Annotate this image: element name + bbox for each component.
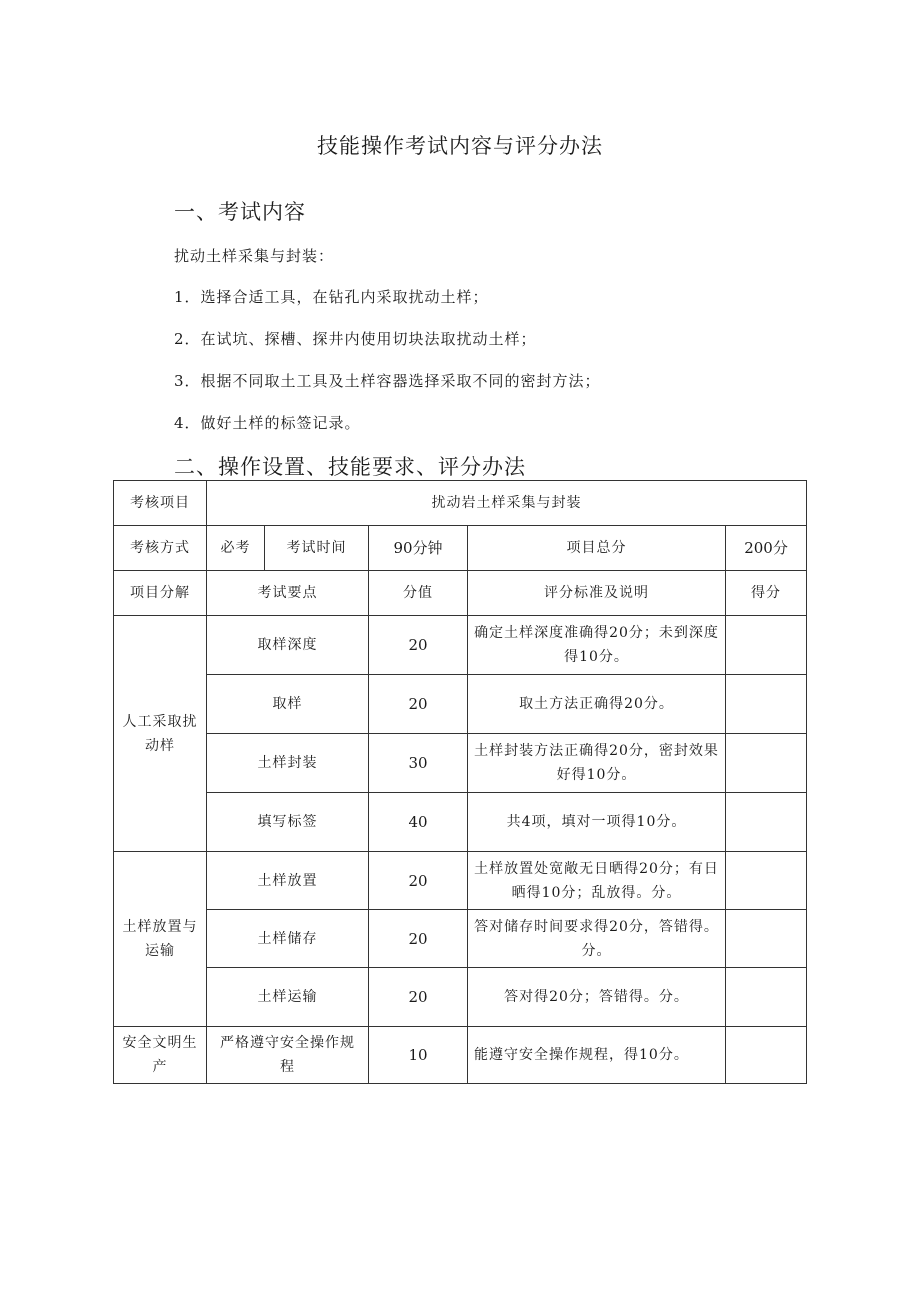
- table-row: [114, 968, 807, 1027]
- score-value: 40: [369, 793, 468, 852]
- score-value: 20: [369, 910, 468, 968]
- score-value: 10: [369, 1027, 468, 1084]
- criteria-text: 确定土样深度准确得20分；未到深度得10分。: [468, 616, 726, 675]
- result-cell: [726, 675, 807, 734]
- header-result: 得分: [726, 571, 807, 616]
- exam-time-value: 90分钟: [369, 526, 468, 571]
- table-row: [114, 1027, 807, 1084]
- table-row: [114, 910, 807, 968]
- criteria-text: 取土方法正确得20分。: [468, 675, 726, 734]
- exam-point: 填写标签: [207, 793, 369, 852]
- scoring-table: [113, 480, 807, 1084]
- result-cell: [726, 793, 807, 852]
- criteria-text: 共4项，填对一项得10分。: [468, 793, 726, 852]
- result-cell: [726, 734, 807, 793]
- result-cell: [726, 616, 807, 675]
- content-item-3: 3．根据不同取土工具及土样容器选择采取不同的密封方法；: [174, 372, 601, 390]
- table-row: [114, 616, 807, 675]
- content-item-1: 1．选择合适工具，在钻孔内采取扰动土样；: [174, 288, 489, 306]
- exam-point: 取样深度: [207, 616, 369, 675]
- exam-item-value: 扰动岩土样采集与封装: [207, 481, 807, 526]
- result-cell: [726, 852, 807, 910]
- criteria-text: 答对得20分；答错得。分。: [468, 968, 726, 1027]
- exam-item-label: 考核项目: [114, 481, 207, 526]
- header-point: 考试要点: [207, 571, 369, 616]
- section-1-intro: 扰动土样采集与封装：: [174, 247, 335, 265]
- score-value: 30: [369, 734, 468, 793]
- score-value: 20: [369, 852, 468, 910]
- result-cell: [726, 910, 807, 968]
- result-cell: [726, 968, 807, 1027]
- content-item-2: 2．在试坑、探槽、探井内使用切块法取扰动土样；: [174, 330, 537, 348]
- score-value: 20: [369, 675, 468, 734]
- criteria-text: 答对储存时间要求得20分，答错得。分。: [468, 910, 726, 968]
- table-row: [114, 793, 807, 852]
- exam-point: 严格遵守安全操作规程: [207, 1027, 369, 1084]
- header-score: 分值: [369, 571, 468, 616]
- section-2-heading: 二、操作设置、技能要求、评分办法: [174, 455, 526, 479]
- header-criteria: 评分标准及说明: [468, 571, 726, 616]
- exam-method-value: 必考: [207, 526, 265, 571]
- group-name-safety: 安全文明生产: [114, 1027, 207, 1084]
- header-item: 项目分解: [114, 571, 207, 616]
- table-row: [114, 734, 807, 793]
- exam-point: 土样放置: [207, 852, 369, 910]
- score-value: 20: [369, 616, 468, 675]
- exam-method-label: 考核方式: [114, 526, 207, 571]
- document-title: 技能操作考试内容与评分办法: [317, 134, 603, 158]
- exam-point: 取样: [207, 675, 369, 734]
- total-score-label: 项目总分: [468, 526, 726, 571]
- total-score-value: 200分: [726, 526, 807, 571]
- criteria-text: 土样封装方法正确得20分，密封效果好得10分。: [468, 734, 726, 793]
- group-name-storage-transport: 土样放置与运输: [114, 852, 207, 1027]
- section-1-heading: 一、考试内容: [174, 200, 306, 224]
- exam-point: 土样储存: [207, 910, 369, 968]
- exam-time-label: 考试时间: [265, 526, 369, 571]
- exam-point: 土样运输: [207, 968, 369, 1027]
- table-row: [114, 852, 807, 910]
- score-value: 20: [369, 968, 468, 1027]
- content-item-4: 4．做好土样的标签记录。: [174, 414, 361, 432]
- table-row: [114, 675, 807, 734]
- criteria-text: 能遵守安全操作规程，得10分。: [468, 1027, 726, 1084]
- group-name-manual-sampling: 人工采取扰动样: [114, 616, 207, 852]
- result-cell: [726, 1027, 807, 1084]
- exam-point: 土样封装: [207, 734, 369, 793]
- criteria-text: 土样放置处宽敞无日晒得20分；有日晒得10分；乱放得。分。: [468, 852, 726, 910]
